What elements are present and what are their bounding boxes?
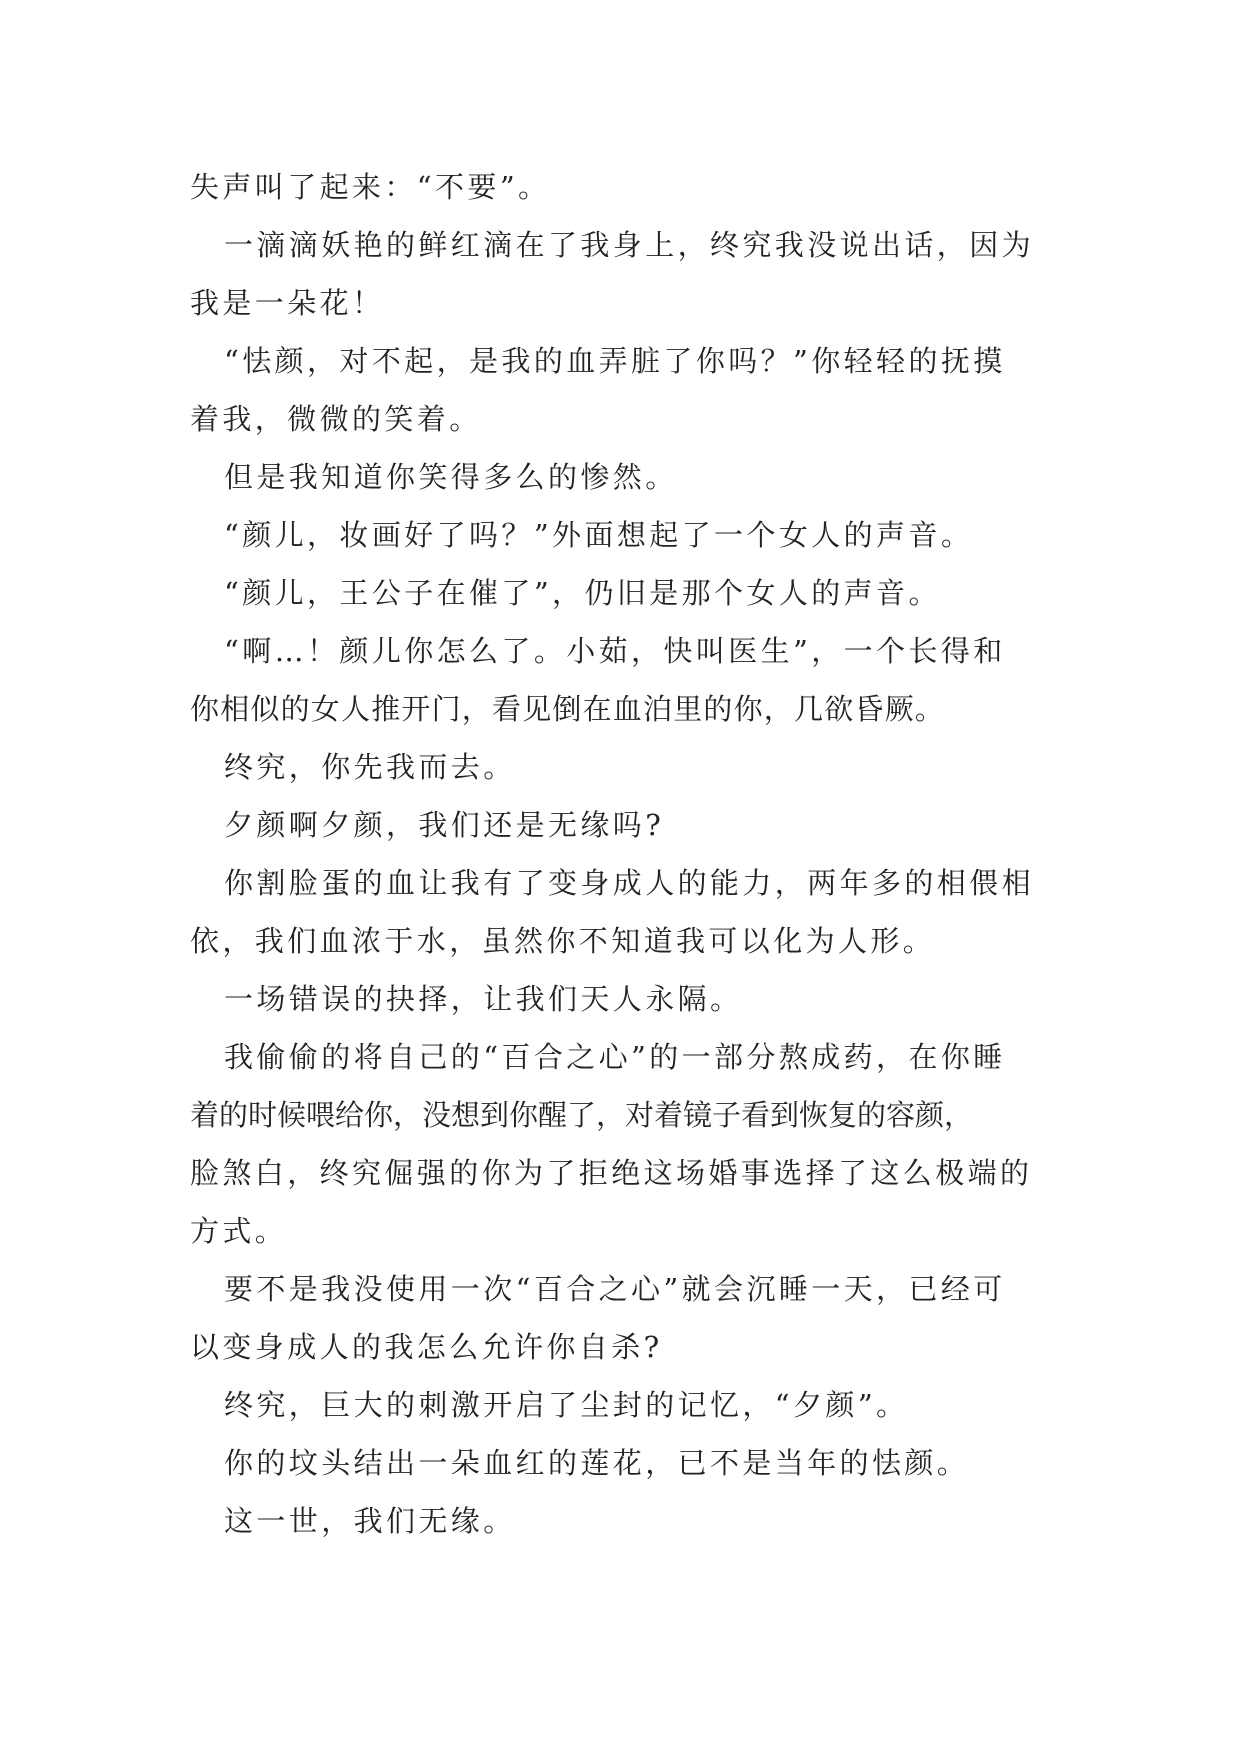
paragraph [190, 970, 1050, 1028]
paragraph [190, 1028, 1050, 1260]
paragraph [190, 1492, 1050, 1550]
paragraph [190, 622, 1050, 738]
text-line: 一滴滴妖艳的鲜红滴在了我身上，终究我没说出话，因为 [224, 228, 1035, 262]
paragraph [190, 854, 1050, 970]
text-line: 一场错误的抉择，让我们天人永隔。 [224, 982, 743, 1016]
text-line: 我是一朵花！ [190, 286, 385, 320]
paragraph [190, 1376, 1050, 1434]
text-line: 方式。 [190, 1214, 288, 1248]
paragraph [190, 506, 1050, 564]
text-line: 你的坟头结出一朵血红的莲花，已不是当年的怯颜。 [224, 1446, 970, 1480]
paragraph [190, 1260, 1050, 1376]
text-line: 你相似的女人推开门，看见倒在血泊里的你，几欲昏厥。 [190, 692, 946, 726]
paragraph [190, 158, 1050, 216]
paragraph [190, 332, 1050, 448]
paragraph [190, 216, 1050, 332]
text-line: 要不是我没使用一次“百合之心”就会沉睡一天，已经可 [224, 1272, 1006, 1306]
text-line: 终究，你先我而去。 [224, 750, 516, 784]
paragraph [190, 1434, 1050, 1492]
text-line: 依，我们血浓于水，虽然你不知道我可以化为人形。 [190, 924, 936, 958]
text-line: 这一世，我们无缘。 [224, 1504, 516, 1538]
text-line: 终究，巨大的刺激开启了尘封的记忆，“夕颜”。 [224, 1388, 909, 1422]
text-line: 着我，微微的笑着。 [190, 402, 482, 436]
text-line: 失声叫了起来：“不要”。 [190, 170, 551, 204]
paragraph [190, 738, 1050, 796]
text-line: 着的时候喂给你，没想到你醒了，对着镜子看到恢复的容颜， [190, 1098, 974, 1132]
story-body [190, 158, 1050, 1550]
text-line: 但是我知道你笑得多么的惨然。 [224, 460, 678, 494]
paragraph [190, 448, 1050, 506]
paragraph [190, 564, 1050, 622]
text-line: 脸煞白，终究倔强的你为了拒绝这场婚事选择了这么极端的 [190, 1156, 1033, 1190]
text-line: “怯颜，对不起，是我的血弄脏了你吗？”你轻轻的抚摸 [224, 344, 1006, 378]
text-line: “颜儿，王公子在催了”，仍旧是那个女人的声音。 [224, 576, 941, 610]
text-line: 你割脸蛋的血让我有了变身成人的能力，两年多的相偎相 [224, 866, 1035, 900]
text-line: “啊…！颜儿你怎么了。小茹，快叫医生”，一个长得和 [224, 634, 1006, 668]
text-line: 夕颜啊夕颜，我们还是无缘吗? [224, 808, 665, 842]
text-line: “颜儿，妆画好了吗？”外面想起了一个女人的声音。 [224, 518, 974, 552]
text-line: 以变身成人的我怎么允许你自杀? [190, 1330, 663, 1364]
text-line: 我偷偷的将自己的“百合之心”的一部分熬成药，在你睡 [224, 1040, 1006, 1074]
paragraph [190, 796, 1050, 854]
